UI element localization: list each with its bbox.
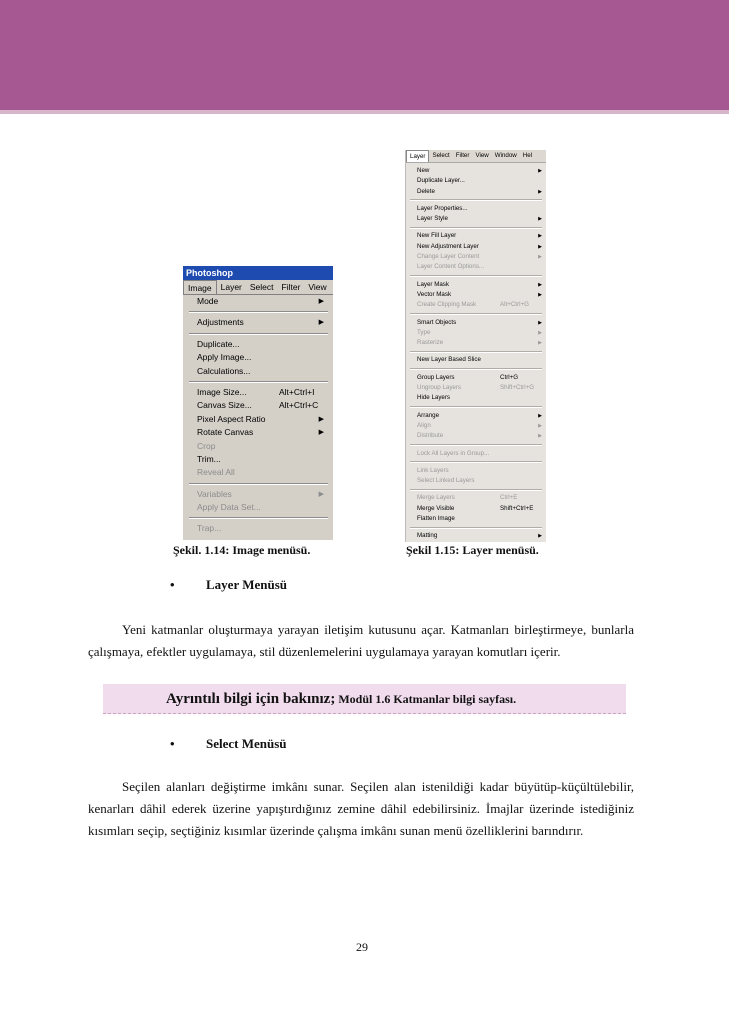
bullet-icon: • [170, 736, 175, 751]
layer-menu-item[interactable] [406, 393, 546, 403]
image-menu-item[interactable] [187, 399, 330, 412]
menu-item-label: Calculations... [197, 365, 251, 376]
select-menu-heading [170, 736, 287, 752]
image-menu-item[interactable] [187, 501, 330, 514]
menu-item-label: Apply Image... [197, 352, 252, 363]
menu-item-label: Rasterize [417, 339, 444, 347]
menu-separator [410, 227, 542, 229]
figure-caption-1-14: Şekil. 1.14: Image menüsü. [173, 543, 311, 557]
menu-item-label: Adjustments [197, 317, 244, 328]
layer-menu-item[interactable] [406, 421, 546, 431]
menu-separator [410, 527, 542, 529]
menu-separator [410, 199, 542, 201]
layer-menu-item[interactable] [406, 383, 546, 393]
layer-menu-item[interactable] [406, 280, 546, 290]
layer-menu-item[interactable] [406, 176, 546, 186]
paragraph-text: Seçilen alanları değiştirme imkânı sunar. Seçilen alan istenildiği kadar büyütüp-küçültülebilir, kenarları dâhil ederek üzerine yapıştırdığınız zemine dâhil edebilirsiniz. İmajlar üzerinde istediğiniz kısımları seçip, seçtiğiniz kısımlar üzerinde çalışma imkânı sunan menü özelliklerini barındırır. [88, 779, 634, 838]
menu-item-label: Select Linked Layers [417, 477, 475, 485]
menu-item-shortcut: Alt+Ctrl+G [500, 301, 529, 309]
image-menu-item[interactable] [187, 453, 330, 466]
menu-separator [410, 351, 542, 353]
submenu-arrow-icon: ▶ [538, 243, 542, 250]
select-menu-paragraph [88, 776, 634, 842]
menu-item-label: Matting [417, 532, 438, 540]
menu-item-shortcut: Alt+Ctrl+C [279, 400, 319, 411]
photoshop-titlebar: Photoshop [183, 266, 333, 280]
image-menu-screenshot [183, 266, 333, 540]
layer-menu-item[interactable] [406, 318, 546, 328]
submenu-arrow-icon: ▶ [538, 168, 542, 174]
heading-text: Layer Menüsü [206, 577, 288, 592]
submenu-arrow-icon: ▶ [538, 281, 542, 288]
submenu-arrow-icon: ▶ [538, 291, 542, 298]
menu-item-label: New Layer Based Slice [417, 356, 481, 364]
menu-item-label: Ungroup Layers [417, 384, 462, 392]
menu-item-label: Lock All Layers in Group... [417, 449, 490, 457]
submenu-arrow-icon: ▶ [318, 490, 324, 498]
image-menu-item[interactable] [187, 386, 330, 399]
submenu-arrow-icon: ▶ [318, 415, 324, 423]
submenu-arrow-icon: ▶ [538, 412, 542, 419]
layer-menubar-window[interactable]: Window [494, 152, 517, 159]
menu-separator [410, 489, 542, 491]
layer-menu-item[interactable] [406, 373, 546, 383]
reference-text [166, 690, 516, 708]
menu-item-label: Trap... [197, 523, 222, 534]
submenu-arrow-icon: ▶ [318, 319, 324, 327]
layer-menubar-filter[interactable]: Filter [455, 152, 470, 159]
menu-item-label: Merge Layers [417, 494, 455, 502]
submenu-arrow-icon: ▶ [538, 533, 542, 540]
menu-item-label: Mode [197, 296, 219, 306]
bullet-icon: • [170, 577, 175, 592]
layer-menu-item[interactable] [406, 504, 546, 514]
heading-text: Select Menüsü [206, 736, 287, 751]
image-menu-item[interactable] [187, 466, 330, 479]
image-menu-item[interactable] [187, 351, 330, 364]
menu-item-shortcut: Ctrl+G [500, 373, 519, 381]
image-menu-menubar [183, 280, 333, 295]
menu-item-label: Merge Visible [417, 504, 455, 512]
image-menu-item[interactable] [187, 522, 330, 535]
layer-menu-menubar [406, 150, 546, 163]
menu-item-shortcut: Shift+Ctrl+E [500, 504, 534, 512]
menu-item-label: Image Size... [197, 386, 247, 397]
reference-link: Modül 1.6 Katmanlar bilgi sayfası. [335, 692, 517, 706]
layer-menu-item[interactable] [406, 493, 546, 503]
menu-item-label: Hide Layers [417, 394, 451, 402]
reference-lead: Ayrıntılı bilgi için bakınız; [166, 691, 336, 707]
layer-menu-item[interactable] [406, 531, 546, 541]
layer-menu-item[interactable] [406, 231, 546, 241]
image-menu-item[interactable] [187, 316, 330, 329]
menu-item-label: Variables [197, 488, 232, 499]
menu-separator [410, 313, 542, 315]
layer-menu-item[interactable] [406, 187, 546, 197]
layer-menu-paragraph [88, 619, 634, 663]
menu-item-label: Link Layers [417, 466, 449, 474]
submenu-arrow-icon: ▶ [538, 254, 542, 261]
submenu-arrow-icon: ▶ [538, 422, 542, 429]
menu-item-label: Pixel Aspect Ratio [197, 413, 266, 424]
menu-item-label: Crop [197, 440, 216, 451]
menu-separator [189, 381, 328, 383]
menu-separator [410, 444, 542, 446]
layer-menu-item[interactable] [406, 204, 546, 214]
reference-box [103, 684, 626, 714]
menu-item-label: Flatten Image [417, 515, 455, 523]
image-menu-item[interactable] [187, 440, 330, 453]
submenu-arrow-icon: ▶ [538, 329, 542, 336]
image-menubar-view[interactable]: View [308, 282, 327, 292]
menu-separator [410, 461, 542, 463]
layer-menu-item[interactable] [406, 411, 546, 421]
layer-menu-item[interactable] [406, 166, 546, 176]
layer-menubar-select[interactable]: Select [432, 152, 450, 159]
page-number: 29 [356, 940, 368, 954]
layer-menu-item[interactable] [406, 290, 546, 300]
menu-item-label: New Adjustment Layer [417, 242, 479, 250]
menu-item-label: Reveal All [197, 467, 235, 478]
menu-item-label: Layer Mask [417, 280, 449, 288]
menu-item-shortcut: Ctrl+E [500, 494, 518, 502]
submenu-arrow-icon: ▶ [318, 429, 324, 437]
submenu-arrow-icon: ▶ [538, 433, 542, 440]
menu-item-label: New Fill Layer [417, 232, 457, 240]
menu-item-label: Trim... [197, 453, 221, 464]
layer-menubar-hel[interactable]: Hel [522, 152, 533, 159]
image-menu-item[interactable] [187, 338, 330, 351]
submenu-arrow-icon: ▶ [538, 233, 542, 240]
layer-menu-item[interactable] [406, 466, 546, 476]
image-menu-item[interactable] [187, 488, 330, 501]
submenu-arrow-icon: ▶ [538, 319, 542, 326]
menu-item-label: Change Layer Content [417, 253, 480, 261]
menu-separator [410, 406, 542, 408]
layer-menu-list [406, 166, 546, 542]
layer-menu-item[interactable] [406, 242, 546, 252]
layer-menu-item[interactable] [406, 355, 546, 365]
menu-item-label: Delete [417, 187, 435, 195]
layer-menu-item[interactable] [406, 514, 546, 524]
menu-item-label: Layer Content Options... [417, 263, 485, 271]
menu-separator [189, 333, 328, 335]
layer-menu-item[interactable] [406, 214, 546, 224]
menu-item-label: Layer Properties... [417, 204, 468, 212]
menu-item-shortcut: Shift+Ctrl+G [500, 384, 535, 392]
layer-menu-heading [170, 577, 287, 593]
menu-separator [189, 311, 328, 313]
menu-item-label: Canvas Size... [197, 400, 252, 411]
menu-item-label: Smart Objects [417, 318, 457, 326]
menu-separator [189, 517, 328, 519]
layer-menu-item[interactable] [406, 328, 546, 338]
layer-menu-item[interactable] [406, 431, 546, 441]
layer-menu-item[interactable] [406, 252, 546, 262]
image-menubar-filter[interactable]: Filter [281, 282, 301, 292]
submenu-arrow-icon: ▶ [538, 340, 542, 347]
menu-item-label: Create Clipping Mask [417, 301, 477, 309]
paragraph-text: Yeni katmanlar oluşturmaya yarayan iletişim kutusunu açar. Katmanları birleştirmeye, bunlarla çalışmaya, efektler uygulamaya, stil düzenlemelerini uygulamaya yarayan komutları içerir. [88, 622, 634, 659]
image-menu-item[interactable] [187, 365, 330, 378]
menu-item-label: New [417, 167, 430, 174]
figure-caption-1-15: Şekil 1.15: Layer menüsü. [406, 543, 539, 557]
menu-item-label: Apply Data Set... [197, 502, 261, 513]
layer-menu-item[interactable] [406, 449, 546, 459]
image-menubar-image[interactable]: Image [183, 280, 217, 294]
layer-menu-item[interactable] [406, 300, 546, 310]
submenu-arrow-icon: ▶ [538, 216, 542, 223]
menu-item-shortcut: Alt+Ctrl+I [279, 386, 315, 397]
layer-menubar-view[interactable]: View [475, 152, 489, 159]
menu-item-label: Layer Style [417, 215, 448, 223]
image-menubar-layer[interactable]: Layer [220, 282, 242, 292]
image-menu-item[interactable] [187, 295, 330, 308]
image-menu-list [187, 295, 330, 536]
layer-menubar-layer[interactable]: Layer [406, 150, 429, 162]
menu-item-label: Duplicate Layer... [417, 177, 465, 185]
menu-item-label: Type [417, 328, 431, 336]
menu-item-label: Arrange [417, 411, 440, 419]
image-menu-item[interactable] [187, 413, 330, 426]
menu-separator [410, 368, 542, 370]
image-menu-item[interactable] [187, 426, 330, 439]
header-banner-shadow [0, 110, 729, 114]
menu-item-label: Group Layers [417, 373, 455, 381]
submenu-arrow-icon: ▶ [538, 188, 542, 195]
menu-item-label: Align [417, 421, 431, 429]
image-menubar-select[interactable]: Select [249, 282, 274, 292]
menu-item-label: Rotate Canvas [197, 427, 254, 438]
menu-item-label: Distribute [417, 432, 444, 440]
layer-menu-item[interactable] [406, 476, 546, 486]
layer-menu-item[interactable] [406, 338, 546, 348]
submenu-arrow-icon: ▶ [318, 298, 324, 305]
layer-menu-item[interactable] [406, 262, 546, 272]
layer-menu-screenshot [405, 150, 546, 542]
menu-separator [410, 275, 542, 277]
menu-separator [189, 483, 328, 485]
header-banner [0, 0, 729, 110]
menu-item-label: Vector Mask [417, 290, 452, 298]
menu-item-label: Duplicate... [197, 338, 240, 349]
